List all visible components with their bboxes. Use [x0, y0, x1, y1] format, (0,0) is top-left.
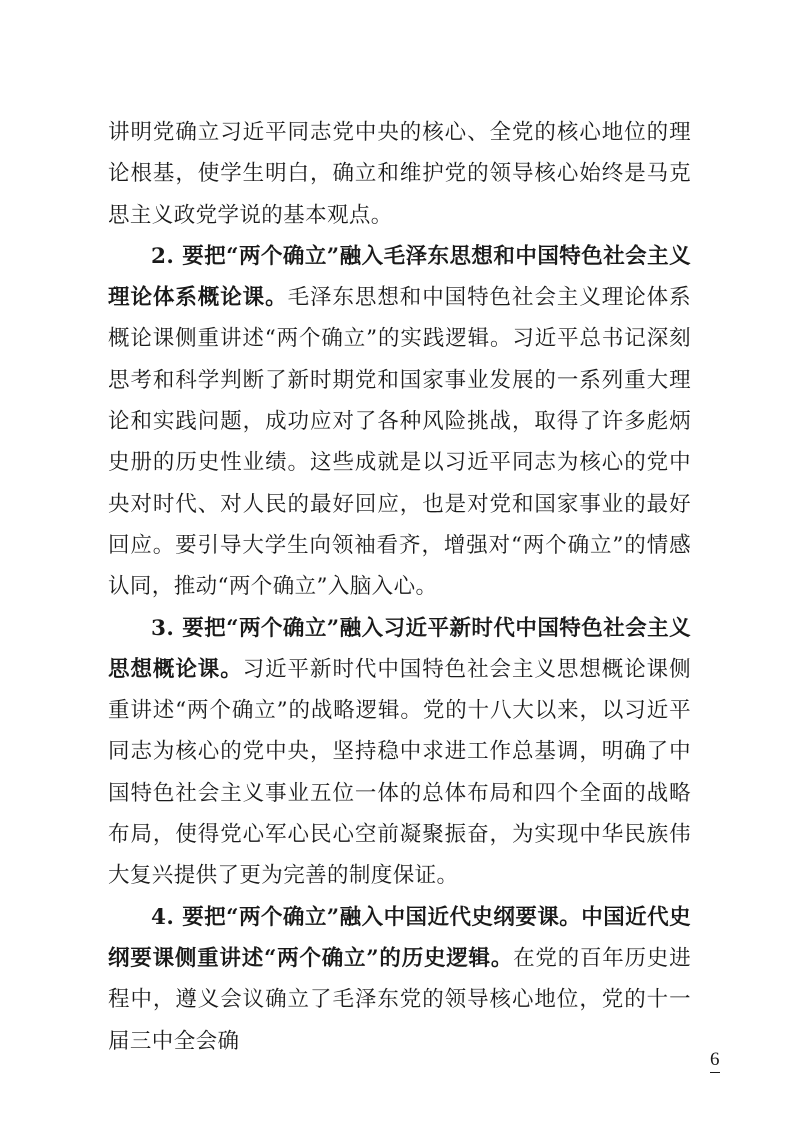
paragraph-3 — [108, 608, 691, 897]
paragraph-2-heading: 2. 要把“两个确立”融入毛泽东思想和中国特色社会主义理论体系概论课。 — [108, 243, 691, 311]
page-number: 6 — [710, 1049, 720, 1073]
document-body — [108, 112, 691, 1062]
paragraph-1-text: 讲明党确立习近平同志党中央的核心、全党的核心地位的理论根基，使学生明白，确立和维护党的领导核心始终是马克思主义政党学说的基本观点。 — [108, 120, 691, 228]
paragraph-4-text: 在党的百年历史进程中，遵义会议确立了毛泽东党的领导核心地位，党的十一届三中全会确 — [108, 945, 691, 1054]
paragraph-4 — [108, 897, 691, 1062]
paragraph-3-heading: 3. 要把“两个确立”融入习近平新时代中国特色社会主义思想概论课。 — [108, 615, 691, 682]
paragraph-2 — [108, 236, 691, 608]
paragraph-1 — [108, 112, 691, 236]
paragraph-3-text: 习近平新时代中国特色社会主义思想概论课侧重讲述“两个确立”的战略逻辑。党的十八大以来，以习近平同志为核心的党中央，坚持稳中求进工作总基调，明确了中国特色社会主义事业五位一体的总体布局和四个全面的战略布局，使得党心军心民心空前凝聚振奋，为实现中华民族伟大复兴提供了更为完善的制度保证。 — [108, 656, 691, 889]
paragraph-4-heading: 4. 要把“两个确立”融入中国近代史纲要课。中国近代史纲要课侧重讲述“两个确立”的历史逻辑。 — [108, 904, 691, 971]
paragraph-2-text: 毛泽东思想和中国特色社会主义理论体系概论课侧重讲述“两个确立”的实践逻辑。习近平总书记深刻思考和科学判断了新时期党和国家事业发展的一系列重大理论和实践问题，成功应对了各种风险挑战，取得了许多彪炳史册的历史性业绩。这些成就是以习近平同志为核心的党中央对时代、对人民的最好回应，也是对党和国家事业的最好回应。要引导大学生向领袖看齐，增强对“两个确立”的情感认同，推动“两个确立”入脑入心。 — [108, 285, 692, 600]
